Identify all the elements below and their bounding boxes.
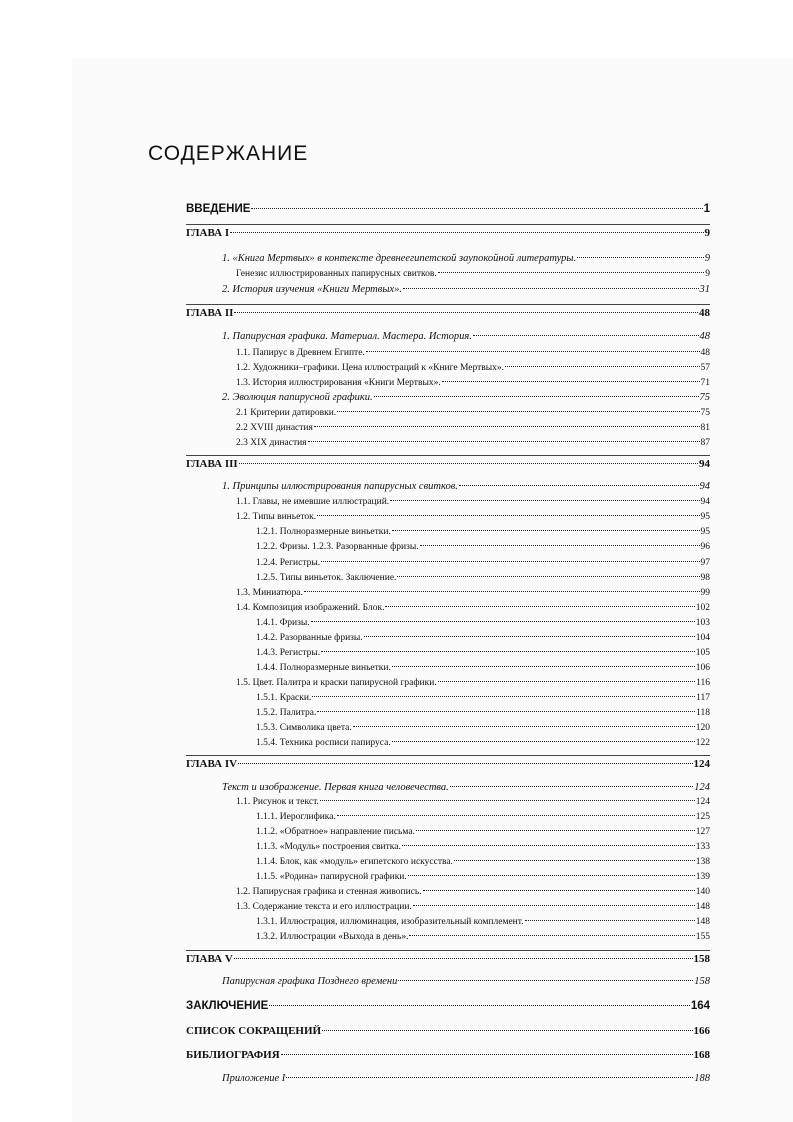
toc-entry[interactable] <box>186 1000 710 1012</box>
toc-entry[interactable] <box>256 917 710 927</box>
toc-entry-page: 138 <box>695 857 710 867</box>
toc-entry-label: Приложение I <box>222 1073 286 1084</box>
toc-entry-label: 2.2 XVIII династия <box>236 423 313 433</box>
toc-entry-page: 96 <box>700 542 710 552</box>
dot-leader <box>281 1054 693 1055</box>
toc-entry-page: 97 <box>700 558 710 568</box>
toc-entry-label: 1.3. Содержание текста и его иллюстрации. <box>236 902 412 912</box>
dot-leader <box>390 500 699 501</box>
toc-entry-page: 106 <box>695 663 710 673</box>
toc-entry[interactable] <box>236 588 710 598</box>
toc-entry-label: 1.1. Рисунок и текст. <box>236 797 319 807</box>
toc-entry[interactable] <box>236 438 710 448</box>
toc-entry-page: 98 <box>700 573 710 583</box>
toc-entry-label: ГЛАВА IV <box>186 758 238 770</box>
dot-leader <box>312 696 695 697</box>
toc-entry[interactable] <box>222 331 710 342</box>
toc-entry-page: 122 <box>695 738 710 748</box>
toc-entry-label: Текст и изображение. Первая книга человечества. <box>222 782 449 793</box>
toc-entry[interactable] <box>236 348 710 358</box>
toc-entry-page: 81 <box>700 423 710 433</box>
toc-entry[interactable] <box>256 827 710 837</box>
dot-leader <box>364 636 695 637</box>
toc-entry-label: 1.4.4. Полноразмерные виньетки. <box>256 663 391 673</box>
dot-leader <box>322 1030 692 1031</box>
dot-leader <box>525 920 695 921</box>
dot-leader <box>269 1005 690 1006</box>
toc-entry-page: 94 <box>699 458 710 470</box>
dot-leader <box>416 830 695 831</box>
toc-entry-label: 1. Принципы иллюстрирования папирусных свитков. <box>222 481 458 492</box>
toc-entry-page: 124 <box>694 782 710 793</box>
toc-entry-page: 94 <box>700 497 710 507</box>
toc-entry[interactable] <box>222 481 710 492</box>
divider <box>186 304 710 305</box>
dot-leader <box>353 726 695 727</box>
toc-entry-page: 75 <box>700 408 710 418</box>
toc-entry-page: 118 <box>696 708 710 718</box>
toc-entry[interactable] <box>236 423 710 433</box>
dot-leader <box>397 576 699 577</box>
dot-leader <box>438 681 695 682</box>
toc-entry-label: 1.2.4. Регистры. <box>256 558 321 568</box>
toc-entry-label: 1.1. Главы, не имевшие иллюстраций. <box>236 497 390 507</box>
toc-entry-page: 124 <box>695 797 710 807</box>
dot-leader <box>311 621 695 622</box>
toc-entry[interactable] <box>236 797 710 807</box>
toc-entry[interactable] <box>186 203 710 215</box>
toc-entry-page: 124 <box>693 758 710 770</box>
toc-entry-page: 125 <box>695 812 710 822</box>
toc-entry-page: 48 <box>700 348 710 358</box>
dot-leader <box>304 591 700 592</box>
dot-leader <box>392 530 700 531</box>
dot-leader <box>321 561 699 562</box>
toc-entry-label: БИБЛИОГРАФИЯ <box>186 1049 280 1061</box>
divider <box>186 950 710 951</box>
divider <box>186 455 710 456</box>
toc-entry-page: 71 <box>700 378 710 388</box>
toc-entry-page: 148 <box>695 902 710 912</box>
toc-entry-page: 75 <box>699 392 710 403</box>
toc-entry-page: 31 <box>699 284 710 295</box>
dot-leader <box>234 958 693 959</box>
dot-leader <box>374 396 699 397</box>
toc-entry-page: 116 <box>696 678 710 688</box>
toc-entry-page: 57 <box>700 363 710 373</box>
toc-entry[interactable] <box>186 758 710 770</box>
toc-entry-page: 127 <box>695 827 710 837</box>
toc-entry-page: 9 <box>704 253 710 264</box>
dot-leader <box>317 515 699 516</box>
toc-entry-page: 9 <box>704 227 710 239</box>
toc-entry[interactable] <box>236 887 710 897</box>
toc-entry[interactable] <box>186 307 710 319</box>
dot-leader <box>403 288 699 289</box>
dot-leader <box>320 800 695 801</box>
toc-entry-label: 1.5.1. Краски. <box>256 693 312 703</box>
toc-entry-label: 1.4. Композиция изображений. Блок. <box>236 603 385 613</box>
toc-entry[interactable] <box>236 678 710 688</box>
toc-entry-label: 1.2.2. Фризы. 1.2.3. Разорванные фризы. <box>256 542 419 552</box>
toc-entry-page: 1 <box>703 203 710 215</box>
dot-leader <box>398 980 693 981</box>
toc-entry-label: СПИСОК СОКРАЩЕНИЙ <box>186 1025 322 1037</box>
toc-entry-label: 1.4.3. Регистры. <box>256 648 321 658</box>
toc-entry-label: 1.3. Миниатюра. <box>236 588 303 598</box>
toc-entry[interactable] <box>256 558 710 568</box>
toc-entry-label: Папирусная графика Позднего времени <box>222 976 398 987</box>
dot-leader <box>314 426 700 427</box>
toc-entry-page: 168 <box>693 1049 710 1061</box>
toc-entry-label: 1.1.5. «Родина» папирусной графики. <box>256 872 407 882</box>
toc-entry[interactable] <box>186 227 710 239</box>
toc-entry[interactable] <box>256 618 710 628</box>
dot-leader <box>392 666 695 667</box>
toc-entry-label: 1.1.3. «Модуль» построения свитка. <box>256 842 401 852</box>
dot-leader <box>230 232 703 233</box>
dot-leader <box>366 351 700 352</box>
toc-entry-label: 1.2. Типы виньеток. <box>236 512 317 522</box>
toc-entry[interactable] <box>222 253 710 264</box>
toc-entry[interactable] <box>236 269 710 279</box>
dot-leader <box>239 463 698 464</box>
dot-leader <box>420 545 700 546</box>
toc-entry-label: 1.3.2. Иллюстрации «Выхода в день». <box>256 932 409 942</box>
toc-entry-label: 1.5.3. Символика цвета. <box>256 723 352 733</box>
dot-leader <box>238 763 692 764</box>
dot-leader <box>392 741 695 742</box>
dot-leader <box>408 875 695 876</box>
toc-entry-page: 140 <box>695 887 710 897</box>
toc-entry[interactable] <box>256 573 710 583</box>
toc-entry[interactable] <box>222 1073 710 1084</box>
toc-entry-label: 1.5.4. Техника росписи папируса. <box>256 738 391 748</box>
toc-entry-page: 166 <box>693 1025 710 1037</box>
toc-entry[interactable] <box>186 1025 710 1037</box>
toc-entry[interactable] <box>186 953 710 965</box>
toc-entry[interactable] <box>256 542 710 552</box>
toc-entry[interactable] <box>256 738 710 748</box>
toc-entry-label: 1.4.2. Разорванные фризы. <box>256 633 363 643</box>
toc-entry-label: 1.1.2. «Обратное» направление письма. <box>256 827 415 837</box>
toc-entry[interactable] <box>222 782 710 793</box>
toc-entry[interactable] <box>236 902 710 912</box>
page-title: СОДЕРЖАНИЕ <box>148 142 309 165</box>
toc-entry-label: 1.1. Папирус в Древнем Египте. <box>236 348 365 358</box>
toc-entry-label: 1.2. Художники–графики. Цена иллюстраций к «Книге Мертвых». <box>236 363 505 373</box>
toc-entry-page: 188 <box>694 1073 710 1084</box>
divider <box>186 755 710 756</box>
toc-entry[interactable] <box>256 842 710 852</box>
toc-entry-label: 1.2. Папирусная графика и стенная живопись. <box>236 887 422 897</box>
toc-entry[interactable] <box>222 284 710 295</box>
toc-entry-label: 1.2.5. Типы виньеток. Заключение. <box>256 573 397 583</box>
toc-entry[interactable] <box>222 976 710 987</box>
dot-leader <box>438 272 704 273</box>
dot-leader <box>402 845 695 846</box>
toc-entry-label: ЗАКЛЮЧЕНИЕ <box>186 1000 269 1012</box>
toc-entry-label: 1.5.2. Палитра. <box>256 708 317 718</box>
toc-entry-page: 95 <box>700 512 710 522</box>
dot-leader <box>385 606 694 607</box>
dot-leader <box>505 366 699 367</box>
toc-entry-page: 48 <box>699 331 710 342</box>
toc-entry[interactable] <box>256 723 710 733</box>
toc-entry-page: 102 <box>695 603 710 613</box>
toc-entry-page: 158 <box>694 976 710 987</box>
toc-entry-page: 103 <box>695 618 710 628</box>
toc-entry-label: ГЛАВА III <box>186 458 238 470</box>
toc-entry-label: 1.4.1. Фризы. <box>256 618 310 628</box>
toc-entry-label: 1.5. Цвет. Палитра и краски папирусной графики. <box>236 678 437 688</box>
toc-entry[interactable] <box>236 363 710 373</box>
dot-leader <box>234 312 698 313</box>
dot-leader <box>321 651 695 652</box>
toc-entry[interactable] <box>256 857 710 867</box>
dot-leader <box>454 860 695 861</box>
toc-entry[interactable] <box>256 932 710 942</box>
toc-entry[interactable] <box>256 872 710 882</box>
toc-entry[interactable] <box>236 497 710 507</box>
toc-entry[interactable] <box>236 408 710 418</box>
toc-entry[interactable] <box>256 648 710 658</box>
toc-entry-page: 139 <box>695 872 710 882</box>
toc-entry[interactable] <box>222 392 710 403</box>
toc-entry[interactable] <box>186 1049 710 1061</box>
toc-entry-label: 1.1.1. Иероглифика. <box>256 812 336 822</box>
toc-entry-page: 104 <box>695 633 710 643</box>
toc-entry-page: 99 <box>700 588 710 598</box>
dot-leader <box>423 890 695 891</box>
toc-entry-label: 2.1 Критерии датировки. <box>236 408 337 418</box>
dot-leader <box>286 1077 693 1078</box>
toc-entry-page: 133 <box>695 842 710 852</box>
toc-entry[interactable] <box>256 693 710 703</box>
dot-leader <box>450 786 693 787</box>
dot-leader <box>577 257 704 258</box>
dot-leader <box>473 335 699 336</box>
toc-entry-label: ВВЕДЕНИЕ <box>186 203 251 215</box>
dot-leader <box>337 411 699 412</box>
toc-entry-page: 9 <box>705 269 710 279</box>
toc-entry-label: ГЛАВА II <box>186 307 234 319</box>
toc-entry[interactable] <box>186 458 710 470</box>
toc-entry-label: 1.2.1. Полноразмерные виньетки. <box>256 527 391 537</box>
toc-entry-page: 105 <box>695 648 710 658</box>
dot-leader <box>409 935 694 936</box>
toc-entry-page: 120 <box>695 723 710 733</box>
toc-entry-label: 1.3. История иллюстрирования «Книги Мертвых». <box>236 378 441 388</box>
toc-entry-label: ГЛАВА V <box>186 953 233 965</box>
toc-entry-label: 2. Эволюция папирусной графики. <box>222 392 373 403</box>
toc-entry-label: Генезис иллюстрированных папирусных свитков. <box>236 269 437 279</box>
dot-leader <box>251 208 702 209</box>
toc-entry-page: 87 <box>700 438 710 448</box>
divider <box>186 224 710 225</box>
dot-leader <box>459 485 699 486</box>
dot-leader <box>442 381 700 382</box>
toc-entry-page: 158 <box>693 953 710 965</box>
toc-entry-label: 1.3.1. Иллюстрация, иллюминация, изобразительный комплемент. <box>256 917 524 927</box>
toc-entry-label: 2.3 XIX династия <box>236 438 307 448</box>
toc-entry-page: 148 <box>695 917 710 927</box>
toc-entry-page: 95 <box>700 527 710 537</box>
toc-entry[interactable] <box>256 527 710 537</box>
toc-entry[interactable] <box>236 603 710 613</box>
toc-entry-label: 2. История изучения «Книги Мертвых». <box>222 284 402 295</box>
dot-leader <box>413 905 695 906</box>
toc-entry-page: 48 <box>699 307 710 319</box>
toc-entry[interactable] <box>236 378 710 388</box>
toc-entry[interactable] <box>256 812 710 822</box>
dot-leader <box>337 815 695 816</box>
dot-leader <box>308 441 700 442</box>
toc-entry-label: 1. «Книга Мертвых» в контексте древнеегипетской заупокойной литературы. <box>222 253 577 264</box>
toc-entry[interactable] <box>256 708 710 718</box>
toc-entry-label: ГЛАВА I <box>186 227 230 239</box>
toc-entry-page: 164 <box>690 1000 710 1012</box>
toc-entry[interactable] <box>256 663 710 673</box>
toc-entry-page: 155 <box>695 932 710 942</box>
toc-entry-label: 1. Папирусная графика. Материал. Мастера. История. <box>222 331 472 342</box>
toc-entry-page: 117 <box>696 693 710 703</box>
toc-entry[interactable] <box>256 633 710 643</box>
toc-entry[interactable] <box>236 512 710 522</box>
toc-entry-label: 1.1.4. Блок, как «модуль» египетского искусства. <box>256 857 453 867</box>
dot-leader <box>317 711 695 712</box>
toc-entry-page: 94 <box>699 481 710 492</box>
